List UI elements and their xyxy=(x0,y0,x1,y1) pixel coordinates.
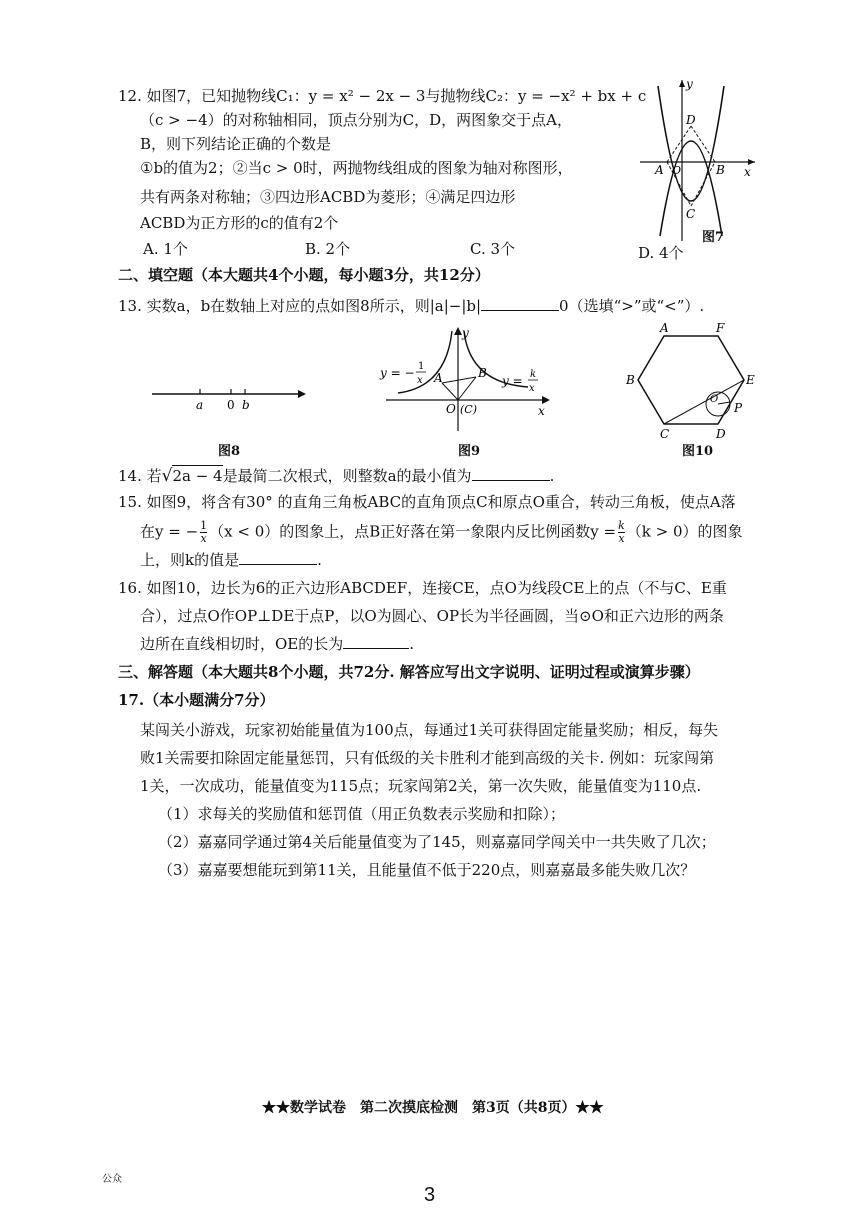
fig8-caption: 图8 xyxy=(218,444,241,459)
figure-8 xyxy=(150,380,310,420)
fig7-label-b: B xyxy=(716,163,725,177)
fig7-caption: 图7 xyxy=(702,230,725,245)
q14-pre: 14. 若 xyxy=(118,467,162,485)
fig9-label-y: y xyxy=(462,326,469,340)
q17-subquestion-1: （1）求每关的奖励值和惩罚值（用正负数表示奖励和扣除）； xyxy=(158,805,566,823)
fig9-eq-left-num: 1 xyxy=(418,361,425,372)
figure-7 xyxy=(640,76,760,246)
q16-line3 xyxy=(140,634,414,654)
section-3-heading: 三、解答题（本大题共8个小题，共72分. 解答应写出文字说明、证明过程或演算步骤） xyxy=(118,663,700,681)
fig10-label-e: E xyxy=(746,373,755,387)
q16-line3-text: 边所在直线相切时，OE的长为 xyxy=(140,635,344,653)
q15-frac1-num: 1 xyxy=(200,519,208,532)
q15-line2-post: （k > 0）的图象 xyxy=(626,522,743,541)
q14-post: 是最简二次根式，则整数a的最小值为 xyxy=(222,467,472,485)
q14-answer-blank[interactable] xyxy=(472,466,550,481)
q15-line3 xyxy=(140,550,322,570)
q14: 14. 若√2a − 4是最简二次根式，则整数a的最小值为 . xyxy=(118,466,555,486)
fig9-label-c: (C) xyxy=(460,403,477,416)
q17-subquestion-2: （2）嘉嘉同学通过第4关后能量值变为了145，则嘉嘉同学闯关中一共失败了几次； xyxy=(158,833,716,851)
fig10-label-d: D xyxy=(716,427,726,441)
q16-line2: 合），过点O作OP⊥DE于点P，以O为圆心、OP长为半径画圆，当⊙O和正六边形的两条 xyxy=(140,607,724,625)
fig7-label-o: O xyxy=(672,164,682,177)
q17-paragraph-2: 败1关需要扣除固定能量惩罚，只有低级的关卡胜利才能到高级的关卡. 例如：玩家闯第 xyxy=(140,749,715,767)
q16-line3-end: . xyxy=(409,635,415,653)
page-footer: ★★数学试卷 第二次摸底检测 第3页（共8页）★★ xyxy=(262,1100,604,1116)
q17-paragraph-3: 1关，一次成功，能量值变为115点；玩家闯第2关，第一次失败，能量值变为110点. xyxy=(140,777,702,795)
fig8-label-a: a xyxy=(196,398,204,412)
q12-line4: ①b的值为2；②当c > 0时，两抛物线组成的图象为轴对称图形， xyxy=(140,159,573,177)
fig10-label-f: F xyxy=(716,321,725,335)
q17-paragraph-1: 某闯关小游戏，玩家初始能量值为100点，每通过1关可获得固定能量奖励；相反，每失 xyxy=(140,721,719,739)
q15-line3-end: . xyxy=(317,551,322,569)
fig9-eq-right-num: k xyxy=(530,369,537,380)
q13 xyxy=(118,296,704,316)
fig10-label-b: B xyxy=(626,373,635,387)
fig9-label-b: B xyxy=(478,366,487,380)
q15-line2-mid: （x < 0）的图象上，点B正好落在第一象限内反比例函数y = xyxy=(209,522,617,541)
q12-option-c: C. 3个 xyxy=(470,240,516,258)
fig10-label-c: C xyxy=(660,427,670,441)
fig9-caption: 图9 xyxy=(458,444,481,459)
q17-subquestion-3: （3）嘉嘉要想能玩到第11关，且能量值不低于220点，则嘉嘉最多能失败几次？ xyxy=(158,861,696,879)
q14-radicand: 2a − 4 xyxy=(172,467,223,485)
q14-end: . xyxy=(549,467,555,485)
q15-line1: 15. 如图9，将含有30° 的直角三角板ABC的直角顶点C和原点O重合，转动三角板，使点A落 xyxy=(118,493,736,511)
fig7-label-d: D xyxy=(686,113,696,127)
q12-line3: B，则下列结论正确的个数是 xyxy=(140,135,332,153)
fig9-eq-right-den: x xyxy=(529,383,535,394)
fig8-label-zero: 0 xyxy=(227,398,235,412)
q17-title: 17.（本小题满分7分） xyxy=(118,691,275,709)
fig9-label-x: x xyxy=(538,404,545,418)
page-number: 3 xyxy=(424,1184,436,1206)
fig9-eq-right: y = xyxy=(502,374,523,388)
q15-answer-blank[interactable] xyxy=(239,550,317,565)
fig7-label-c: C xyxy=(686,207,696,221)
q15-frac1-den: x xyxy=(200,532,207,545)
q13-tail: 0（选填“>”或“<”）. xyxy=(559,297,705,315)
fig9-label-a: A xyxy=(434,371,443,385)
q12-option-a: A. 1个 xyxy=(143,240,188,258)
q12-line1: 12. 如图7，已知抛物线C₁：y = x² − 2x − 3与抛物线C₂：y = −x² + bx + c xyxy=(118,87,647,105)
q15-line2-pre: 在y = − xyxy=(140,522,199,541)
q16-answer-blank[interactable] xyxy=(343,634,409,649)
corner-mark: 公众 xyxy=(102,1174,122,1185)
q16-line1: 16. 如图10，边长为6的正六边形ABCDEF，连接CE，点O为线段CE上的点（不与C、E重 xyxy=(118,579,727,597)
figure-9 xyxy=(378,325,558,435)
q15-frac2-den: x xyxy=(618,532,625,545)
q13-text: 13. 实数a，b在数轴上对应的点如图8所示，则|a|−|b| xyxy=(118,297,482,315)
fig10-label-p: P xyxy=(734,401,743,415)
fig10-label-o: O xyxy=(710,394,719,405)
fig10-caption: 图10 xyxy=(682,444,714,459)
fig7-label-x: x xyxy=(744,165,751,179)
q12-line6: ACBD为正方形的c的值有2个 xyxy=(140,214,339,232)
q12-option-d: D. 4个 xyxy=(638,244,684,262)
q15-line2 xyxy=(140,520,743,545)
fig7-label-a: A xyxy=(655,163,664,177)
fig10-label-a: A xyxy=(660,321,669,335)
q12-line2: （c > −4）的对称轴相同，顶点分别为C，D，两图象交于点A， xyxy=(140,111,572,129)
fig8-label-b: b xyxy=(242,398,250,412)
fig9-eq-left-den: x xyxy=(417,375,423,386)
q12-line5: 共有两条对称轴；③四边形ACBD为菱形；④满足四边形 xyxy=(140,188,516,206)
fig9-eq-left: y = − xyxy=(380,366,415,380)
q15-frac2-num: k xyxy=(618,519,625,532)
fig9-label-o: O xyxy=(446,402,456,416)
fig7-label-y: y xyxy=(686,77,693,91)
q12-option-b: B. 2个 xyxy=(305,240,351,258)
q15-line3-text: 上，则k的值是 xyxy=(140,551,240,569)
figure-10 xyxy=(618,320,768,450)
q13-answer-blank[interactable] xyxy=(481,296,559,311)
section-2-heading: 二、填空题（本大题共4个小题，每小题3分，共12分） xyxy=(118,266,490,284)
